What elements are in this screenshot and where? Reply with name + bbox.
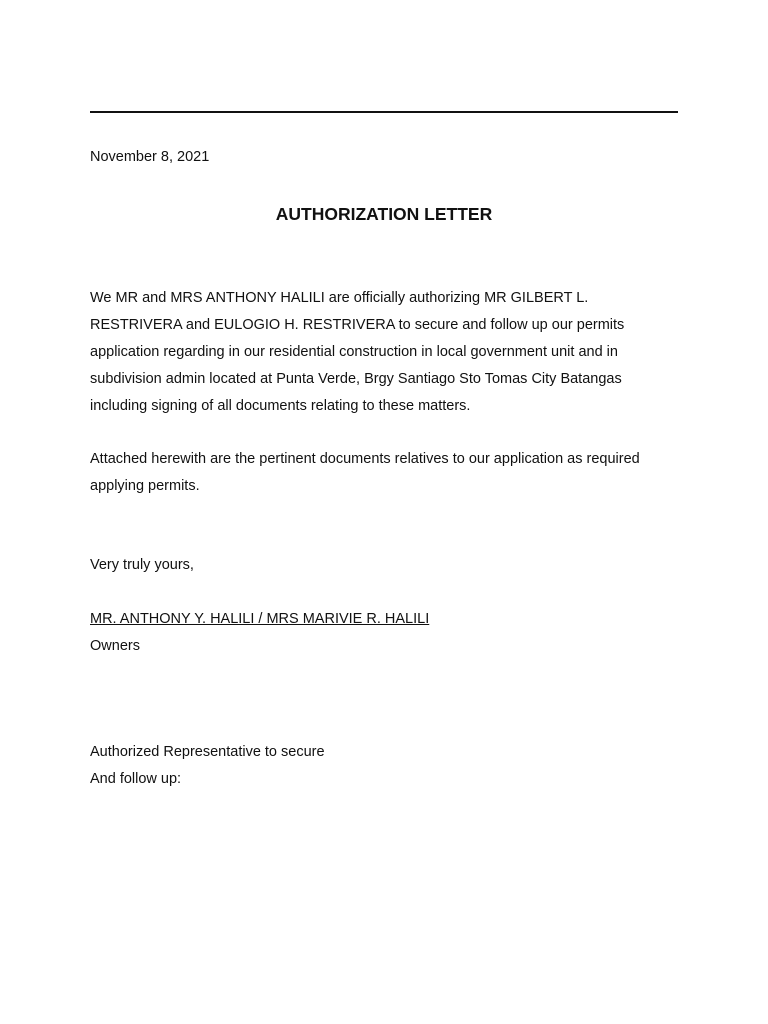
letter-title: AUTHORIZATION LETTER <box>275 204 493 224</box>
body-paragraph-attachments: Attached herewith are the pertinent documents relatives to our application as required applying permits. <box>90 451 640 494</box>
representative-label-line1: Authorized Representative to secure <box>90 744 325 760</box>
signatory-role: Owners <box>90 638 140 654</box>
header-rule <box>90 111 678 113</box>
letter-date: November 8, 2021 <box>90 149 210 165</box>
signatory-names: MR. ANTHONY Y. HALILI / MRS MARIVIE R. HALILI <box>90 611 430 627</box>
closing-salutation: Very truly yours, <box>90 557 194 573</box>
representative-label-line2: And follow up: <box>90 771 182 787</box>
body-paragraph-authorization: We MR and MRS ANTHONY HALILI are officially authorizing MR GILBERT L. RESTRIVERA and EULOGIO H. RESTRIVERA to secure and follow up our permits application regarding in our residential construction in local government unit and in subdivision admin located at Punta Verde, Brgy Santiago Sto Tomas City Batangas including signing of all documents relating to these matters. <box>90 290 625 414</box>
